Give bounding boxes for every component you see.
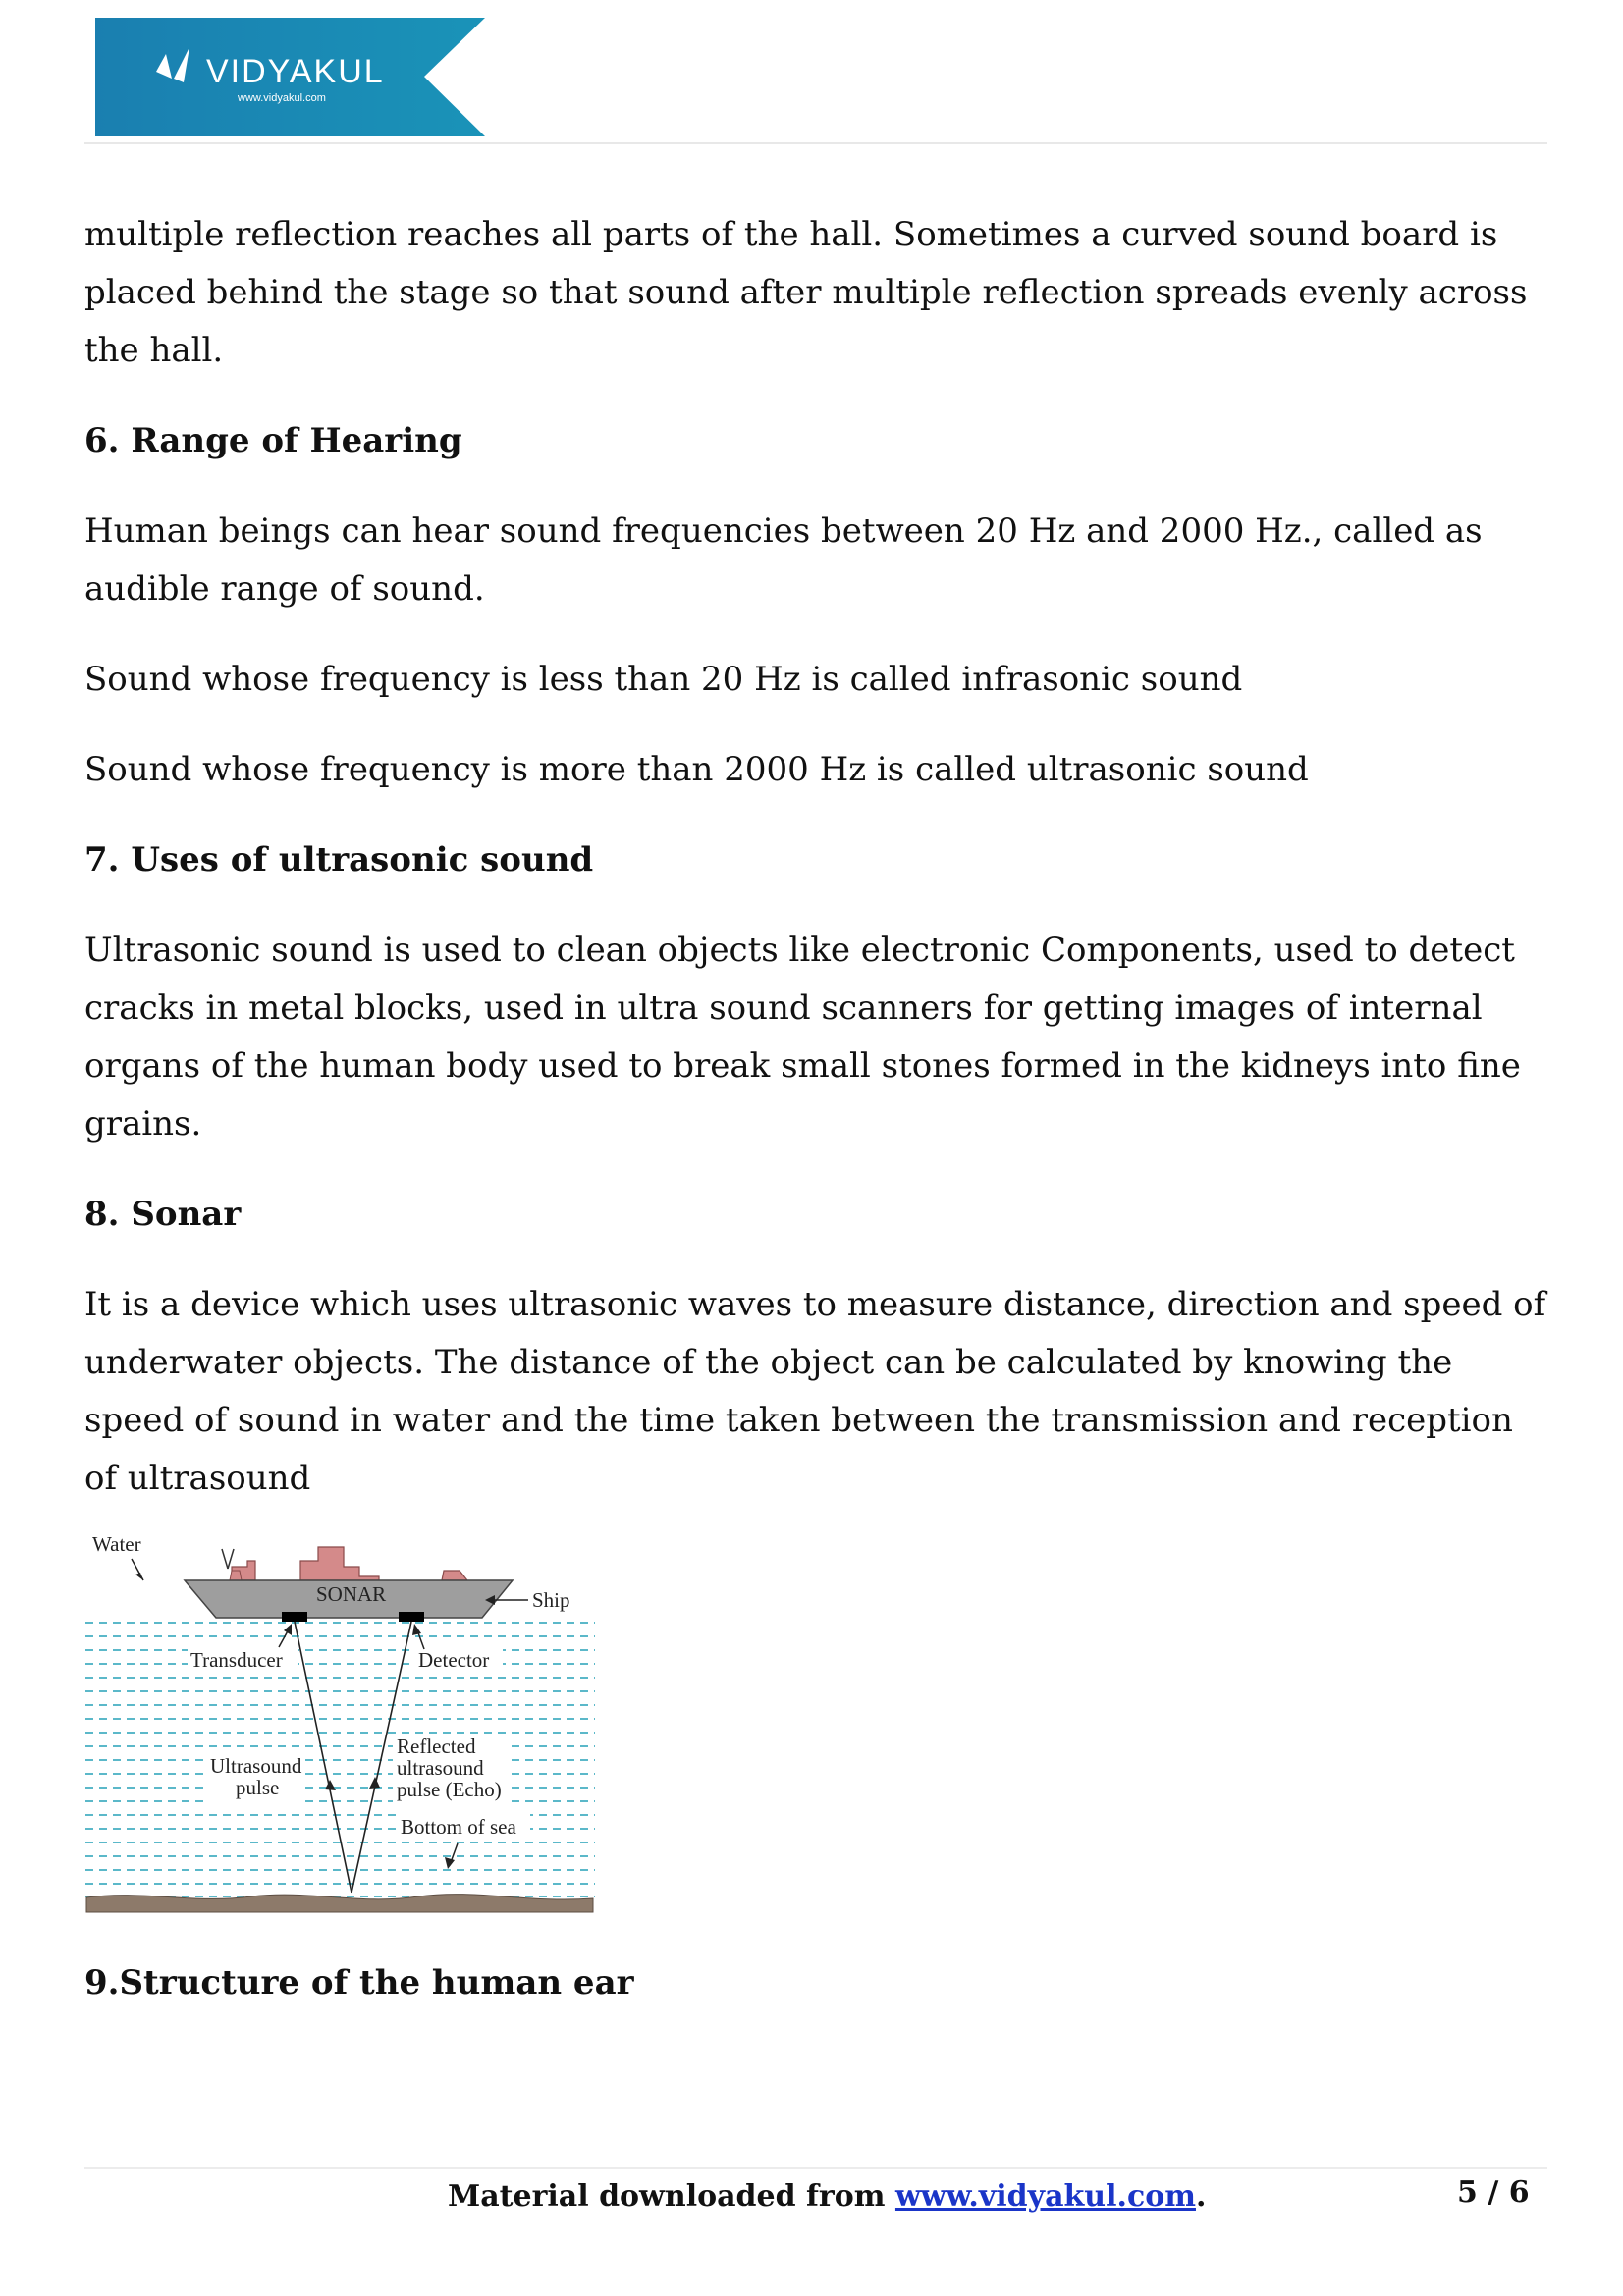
logo-url: www.vidyakul.com [238,92,326,104]
sonar-paragraph: It is a device which uses ultrasonic waves to measure distance, direction and speed of underwater objects. The distance of the object can be calculated by knowing the speed of sound in water and the time taken between the transmission and reception of ultrasound [84,1285,1546,1498]
label-water: Water [92,1532,141,1556]
water-area [84,1613,595,1897]
hearing-paragraph-1: Human beings can hear sound frequencies between 20 Hz and 2000 Hz., called as audible range of sound. [84,511,1483,609]
page-footer [0,2169,1623,2218]
label-detector: Detector [418,1648,490,1672]
label-ship: Ship [532,1588,570,1612]
label-ultrasound-pulse-2: pulse [236,1776,280,1799]
page-number: 5 / 6 [1457,2175,1530,2210]
label-reflected-3: pulse (Echo) [397,1778,502,1801]
intro-paragraph: multiple reflection reaches all parts of the hall. Sometimes a curved sound board is placed behind the stage so that sound after multiple reflection spreads evenly across the hall. [84,215,1528,370]
hearing-paragraph-2: Sound whose frequency is less than 20 Hz is called infrasonic sound [84,660,1243,699]
label-reflected-1: Reflected [397,1735,476,1758]
heading-uses-of-ultrasonic: 7. Uses of ultrasonic sound [84,840,594,880]
label-sonar: SONAR [316,1582,387,1606]
page-content [84,206,1547,2045]
footer-suffix: . [1195,2179,1207,2214]
heading-range-of-hearing: 6. Range of Hearing [84,421,462,460]
antenna-icon [222,1549,228,1569]
ship-superstructure [300,1547,379,1580]
label-ultrasound-pulse-1: Ultrasound [210,1754,302,1778]
footer-text [448,2177,1206,2216]
header-divider [84,142,1547,144]
transducer-block [282,1612,307,1622]
ultrasonic-paragraph: Ultrasonic sound is used to clean objects like electronic Components, used to detect cracks in metal blocks, used in ultra sound scanners for getting images of internal organs of the human body used to break small stones formed in the kidneys into fine grains. [84,931,1521,1144]
sonar-diagram [84,1520,595,1927]
hearing-paragraph-3: Sound whose frequency is more than 2000 Hz is called ultrasonic sound [84,750,1309,789]
footer-prefix: Material downloaded from [448,2179,895,2214]
logo-name: VIDYAKUL [206,53,385,90]
label-transducer: Transducer [190,1648,283,1672]
vidyakul-logo[interactable] [95,18,485,136]
heading-human-ear: 9.Structure of the human ear [84,1963,634,2002]
footer-link[interactable]: www.vidyakul.com [894,2179,1196,2214]
detector-block [399,1612,424,1622]
label-bottom-of-sea: Bottom of sea [401,1815,516,1839]
heading-sonar: 8. Sonar [84,1195,242,1234]
label-reflected-2: ultrasound [397,1756,484,1780]
